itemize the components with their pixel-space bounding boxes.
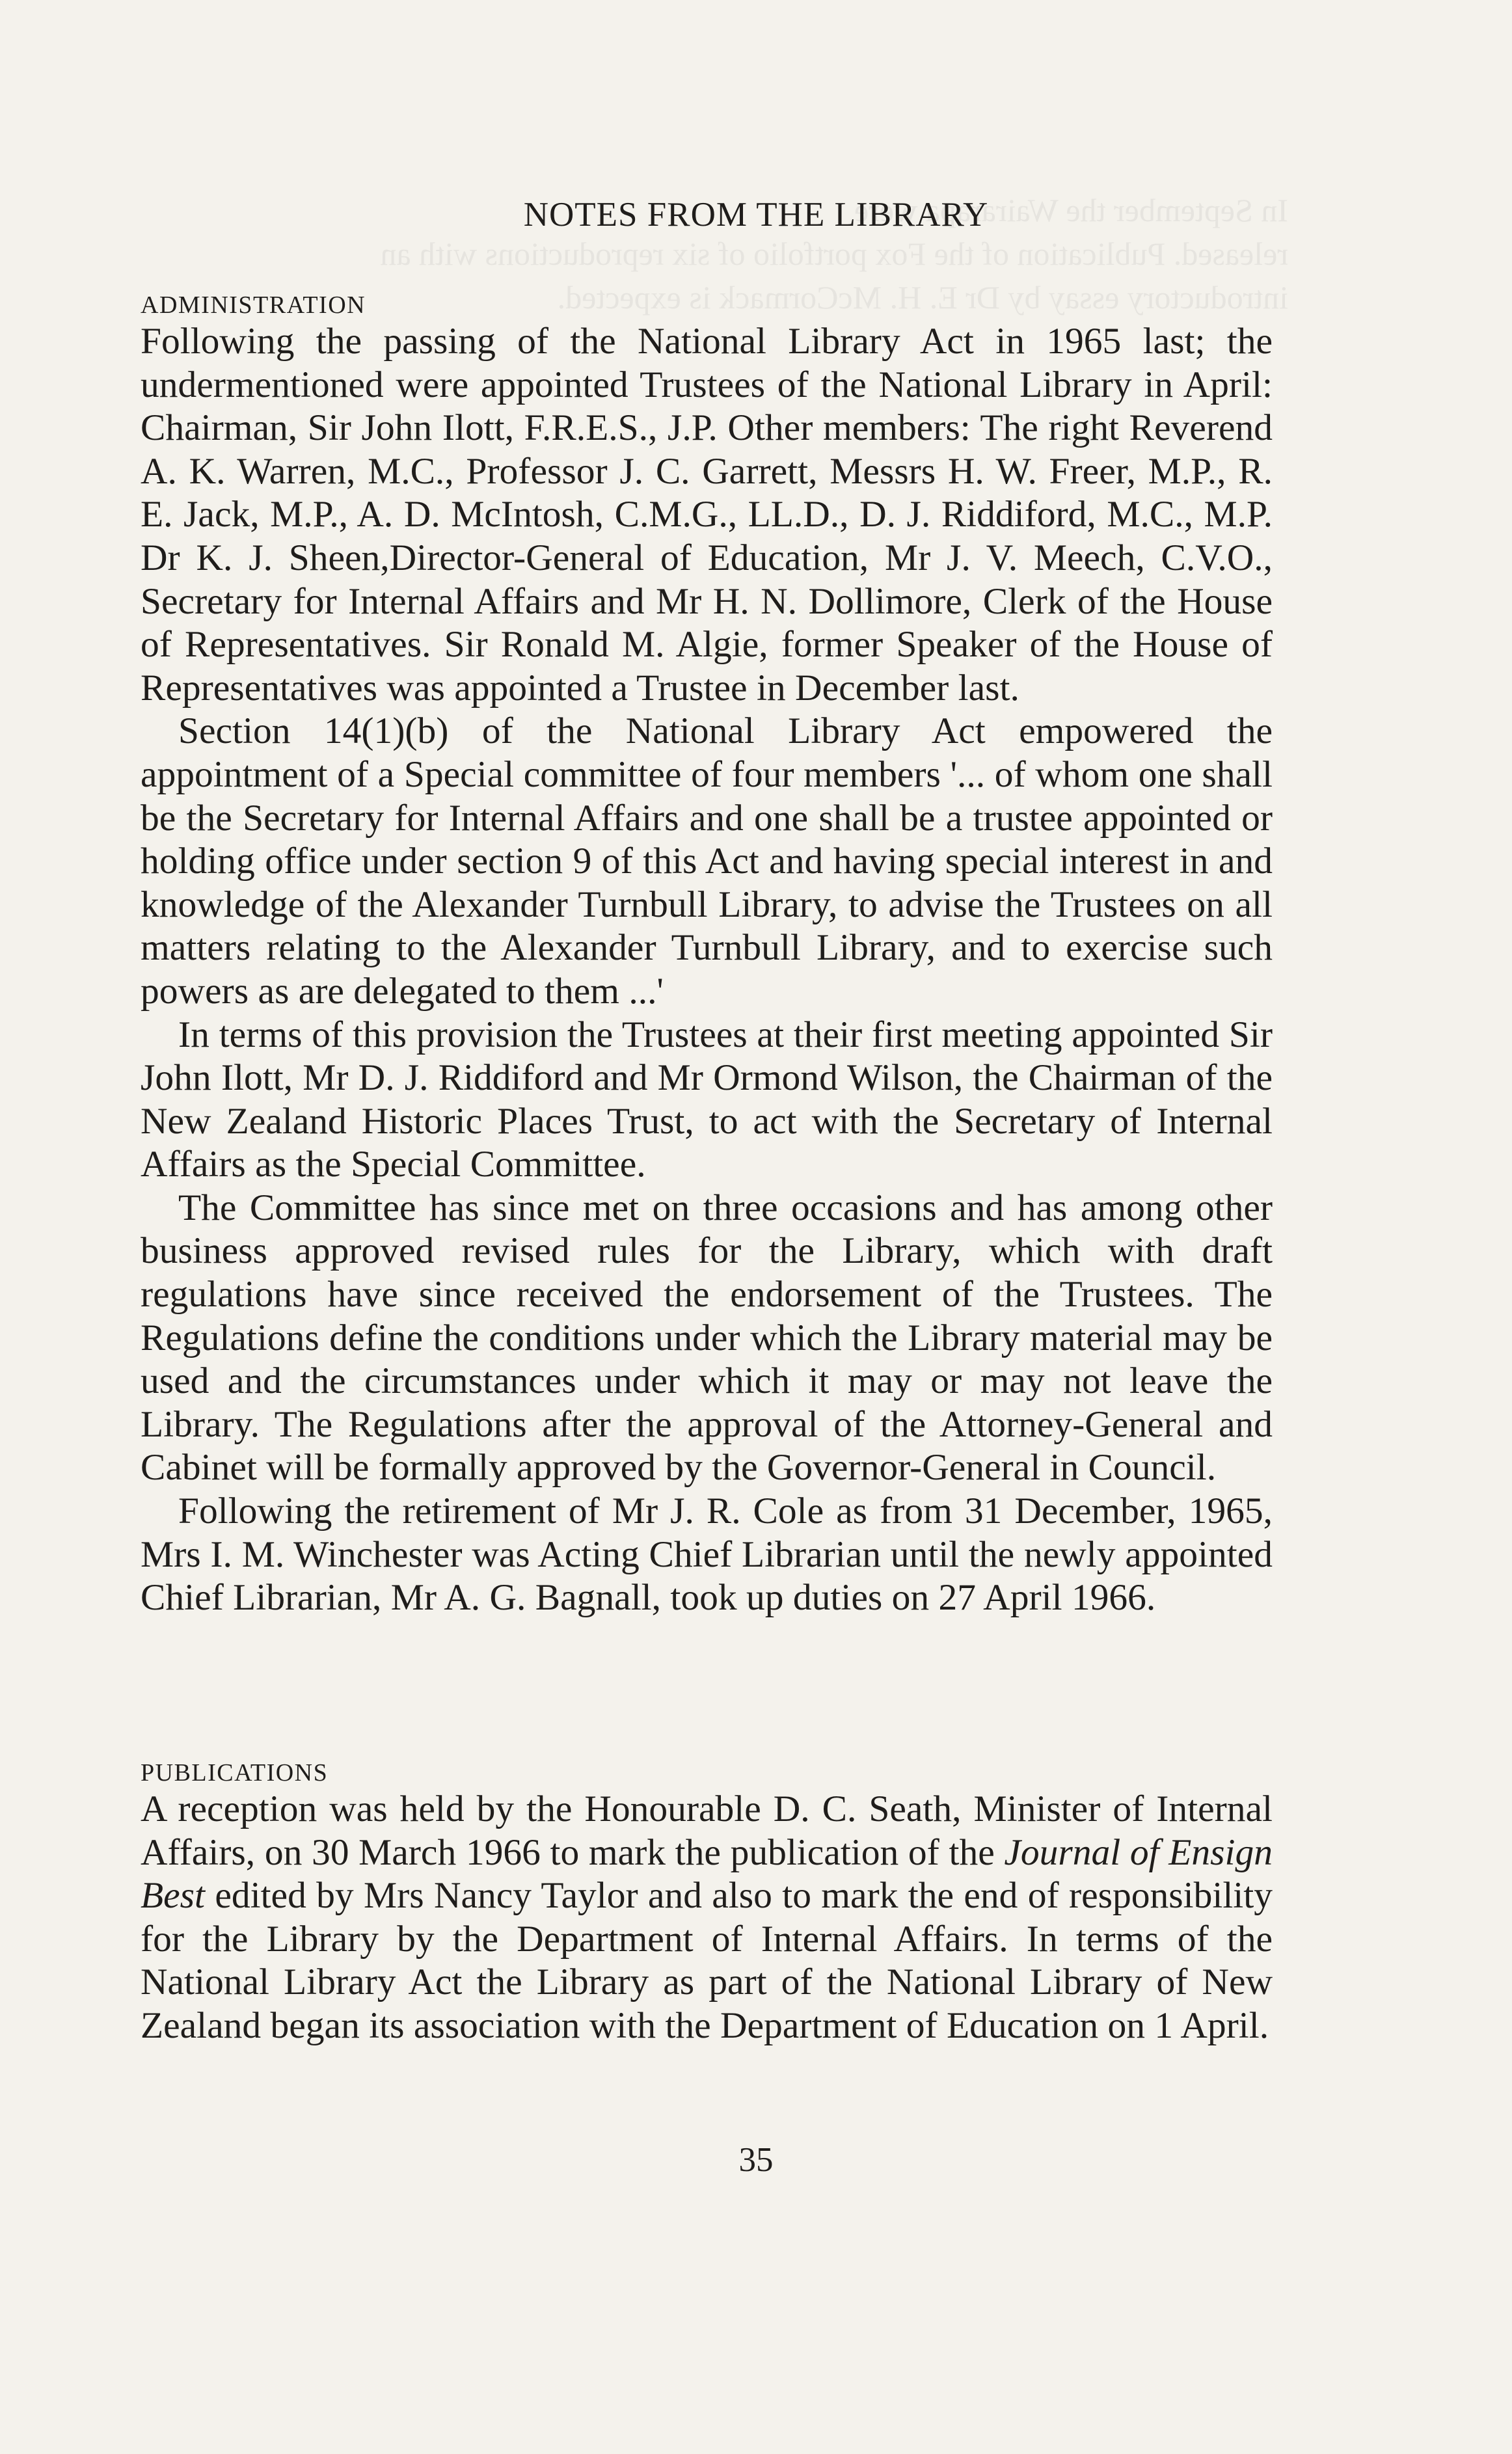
publications-paragraph-1 bbox=[141, 1788, 1273, 2048]
administration-paragraph-1: Following the passing of the National Library Act in 1965 last; the undermentioned were appointed Trustees of the National Library in April: Chairman, Sir John Ilott, F.R.E.S., J.P. Other members: The right Reverend A. K. Warren, M.C., Professor J. C. Garrett, Messrs H. W. Freer, M.P., R. E. Jack, M.P., A. D. McIntosh, C.M.G., LL.D., D. J. Riddiford, M.C., M.P. Dr K. J. Sheen,Director-General of Education, Mr J. V. Meech, C.V.O., Secretary for Internal Affairs and Mr H. N. Dollimore, Clerk of the House of Representatives. Sir Ronald M. Algie, former Speaker of the House of Representatives was appointed a Trustee in December last. bbox=[141, 321, 1273, 708]
section-heading-administration: ADMINISTRATION bbox=[141, 291, 366, 319]
administration-paragraph-3: In terms of this provision the Trustees at their first meeting appointed Sir John Ilott, Mr D. J. Riddiford and Mr Ormond Wilson, the Chairman of the New Zealand Historic Places Trust, to act with the Secretary of Internal Affairs as the Special Committee. bbox=[141, 1014, 1273, 1185]
section-heading-publications: PUBLICATIONS bbox=[141, 1759, 329, 1787]
publications-text-before-title: A reception was held by the Honourable D. C. Seath, Minister of Internal Affairs, on 30 March 1966 to mark the publication of the bbox=[141, 1788, 1273, 1873]
book-title: Journal of Ensign Best bbox=[141, 1831, 1273, 1917]
publications-body bbox=[141, 1788, 1273, 2048]
administration-body bbox=[141, 320, 1273, 1620]
administration-paragraph-4: The Committee has since met on three occasions and has among other business approved revised rules for the Library, which with draft regulations have since received the endorsement of the Trustees. The Regulations define the conditions under which the Library material may be used and the circumstances under which it may or may not leave the Library. The Regulations after the approval of the Attorney-General and Cabinet will be formally approved by the Governor-General in Council. bbox=[141, 1187, 1273, 1489]
bleed-through-decoration: In September the Wairarapa were released. Publication of the Fox portfolio of six reproductions with an introductory essay by Dr E. H. McCormack is expected. bbox=[380, 192, 1288, 316]
administration-paragraph-2: Section 14(1)(b) of the National Library Act empowered the appointment of a Special committee of four members '... of whom one shall be the Secretary for Internal Affairs and one shall be a trustee appointed or holding office under section 9 of this Act and having special interest in and knowledge of the Alexander Turnbull Library, to advise the Trustees on all matters relating to the Alexander Turnbull Library, and to exercise such powers as are delegated to them ...' bbox=[141, 710, 1273, 1012]
administration-paragraph-5: Following the retirement of Mr J. R. Cole as from 31 December, 1965, Mrs I. M. Winchester was Acting Chief Librarian until the newly appointed Chief Librarian, Mr A. G. Bagnall, took up duties on 27 April 1966. bbox=[141, 1490, 1273, 1619]
publications-text-after-title: edited by Mrs Nancy Taylor and also to mark the end of responsibility for the Library by the Department of Internal Affairs. In terms of the National Library Act the Library as part of the National Library of New Zealand began its association with the Department of Education on 1 April. bbox=[141, 1875, 1273, 2046]
page-title: NOTES FROM THE LIBRARY bbox=[523, 196, 989, 234]
page-number: 35 bbox=[738, 2141, 774, 2179]
